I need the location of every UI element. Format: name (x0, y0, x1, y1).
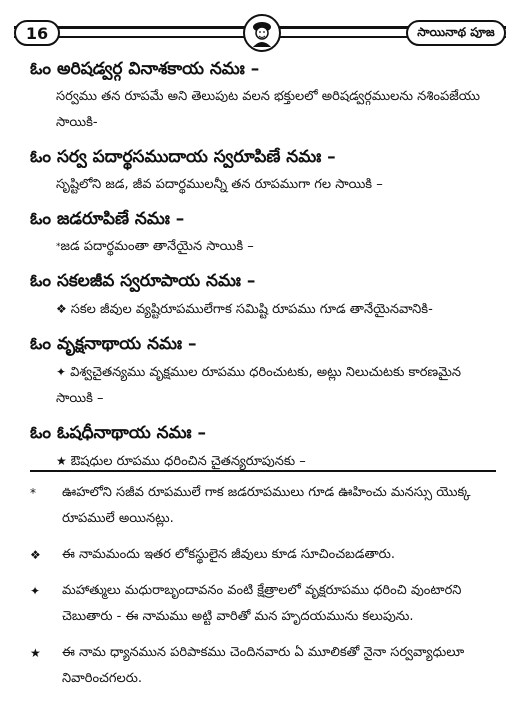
mantra-meaning (30, 234, 500, 260)
footnotes (30, 480, 496, 702)
page-header (14, 14, 506, 54)
mantra-meaning-text: సృష్టిలోని జడ, జీవ పదార్థములన్నీ తన రూపముగా గల సాయికి – (56, 177, 383, 192)
footnote (30, 480, 496, 532)
mantra-meaning (30, 84, 500, 136)
four-point-star-marker-icon: ✦ (56, 365, 67, 379)
mantra-title: ఓం అరిషడ్వర్గ వినాశకాయ నమః – (30, 59, 260, 79)
footnote-text: ఈ నామమందు ఇతర లోకస్థులైన జీవులు కూడ సూచించబడతారు. (62, 547, 396, 562)
footnote (30, 578, 496, 630)
mantra-meaning-text: విశ్వచైతన్యము వృక్షముల రూపము ధరించుటకు, అట్లు నిలుచుటకు కారణమైన సాయికి – (56, 365, 462, 406)
running-title: సాయినాథ పూజ (406, 20, 506, 46)
diamond-marker-icon: ❖ (56, 302, 67, 316)
asterisk-marker: * (30, 486, 36, 500)
mantra-meaning (30, 296, 500, 323)
mantra-meaning (30, 359, 500, 412)
mantra-title: ఓం ఓషధీనాథాయ నమః – (30, 423, 207, 443)
mantra-list (30, 58, 500, 475)
star-marker-icon: ★ (30, 646, 41, 660)
mantra-meaning-text: సకల జీవుల వ్యష్టిరూపములేగాక సమిష్టి రూపము గూడ తానేయైనవానికి- (70, 302, 433, 317)
footnote-divider (30, 470, 496, 472)
page-number: 16 (14, 20, 60, 46)
mantra-meaning-text: జడ పదార్థమంతా తానేయైన సాయికి – (60, 239, 254, 254)
mantra-title: ఓం వృక్షనాథాయ నమః – (30, 334, 197, 354)
sai-baba-portrait-icon (243, 14, 281, 52)
footnote-text: మహాత్ములు మధురాబృందావనం వంటి క్షేత్రాలలో వృక్షరూపము ధరించి వుంటారని చెబుతారు - ఈ నామము అట్టి వారితో మన హృదయమును కలుపును. (62, 583, 462, 624)
mantra-title: ఓం సర్వ పదార్థసముదాయ స్వరూపిణే నమః – (30, 147, 336, 167)
mantra-title: ఓం సకలజీవ స్వరూపాయ నమః – (30, 271, 256, 291)
mantra-meaning-text: ఔషధుల రూపము ధరించిన చైతన్యరూపునకు – (70, 454, 306, 469)
mantra-title: ఓం జడరూపిణే నమః – (30, 209, 185, 229)
diamond-marker-icon: ❖ (30, 548, 41, 562)
mantra-meaning (30, 172, 500, 198)
footnote (30, 640, 496, 692)
footnote-text: ఈ నామ ధ్యానమున పరిపాకము చెందినవారు ఏ మూలికతో నైనా సర్వవ్యాధులూ నివారించగలరు. (62, 645, 465, 686)
asterisk-marker: * (56, 242, 61, 252)
four-point-star-marker-icon: ✦ (30, 584, 41, 598)
footnote (30, 542, 496, 568)
footnote-text: ఊహలోని సజీవ రూపములే గాక జడరూపములు గూడ ఊహించు మనస్సు యొక్క రూపములే అయినట్లు. (62, 485, 471, 526)
star-marker-icon: ★ (56, 454, 67, 468)
mantra-meaning-text: సర్వము తన రూపమే అని తెలుపుట వలన భక్తులలో అరిషడ్వర్గములను నశింపజేయు సాయికి- (56, 89, 480, 130)
